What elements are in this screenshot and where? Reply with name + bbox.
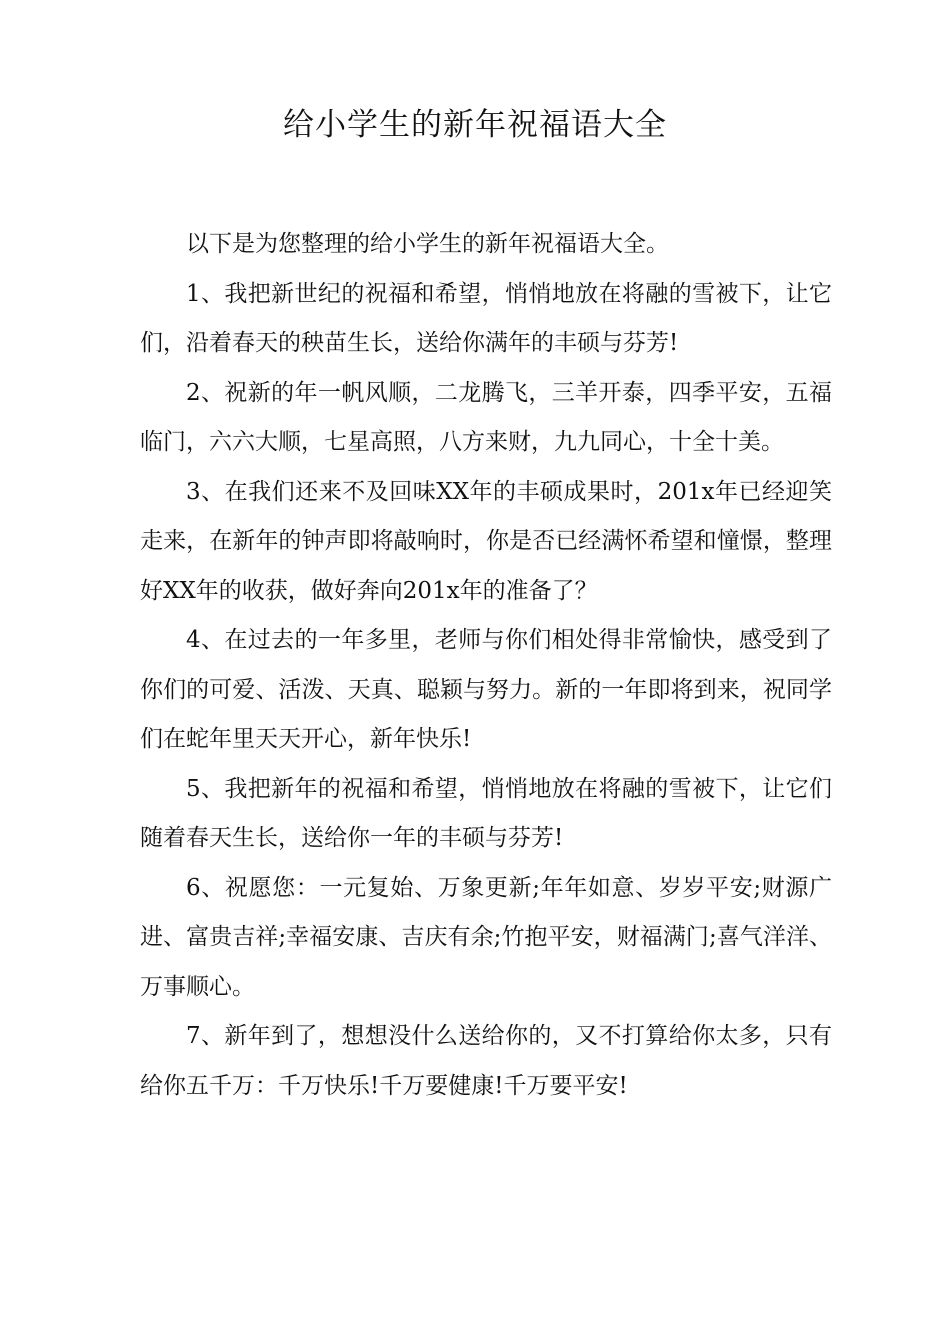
document-body xyxy=(140,220,832,1111)
blessing-paragraph-6: 6、祝愿您：一元复始、万象更新;年年如意、岁岁平安;财源广进、富贵吉祥;幸福安康、吉庆有余;竹抱平安，财福满门;喜气洋洋、万事顺心。 xyxy=(140,874,832,1000)
blessing-paragraph-4: 4、在过去的一年多里，老师与你们相处得非常愉快，感受到了你们的可爱、活泼、天真、聪颖与努力。新的一年即将到来，祝同学们在蛇年里天天开心，新年快乐! xyxy=(140,627,832,752)
blessing-paragraph-2: 2、祝新的年一帆风顺，二龙腾飞，三羊开泰，四季平安，五福临门，六六大顺，七星高照，八方来财，九九同心，十全十美。 xyxy=(140,379,832,455)
blessing-paragraph-1: 1、我把新世纪的祝福和希望，悄悄地放在将融的雪被下，让它们，沿着春天的秧苗生长，送给你满年的丰硕与芬芳! xyxy=(140,280,832,356)
document-title: 给小学生的新年祝福语大全 xyxy=(283,107,667,143)
intro-paragraph: 以下是为您整理的给小学生的新年祝福语大全。 xyxy=(186,231,669,257)
blessing-paragraph-3: 3、在我们还来不及回味XX年的丰硕成果时，201x年已经迎笑走来，在新年的钟声即将敲响时，你是否已经满怀希望和憧憬，整理好XX年的收获，做好奔向201x年的准备了？ xyxy=(140,478,832,604)
blessing-paragraph-5: 5、我把新年的祝福和希望，悄悄地放在将融的雪被下，让它们随着春天生长，送给你一年的丰硕与芬芳! xyxy=(140,775,832,851)
blessing-paragraph-7: 7、新年到了，想想没什么送给你的，又不打算给你太多，只有给你五千万：千万快乐!千万要健康!千万要平安! xyxy=(140,1023,832,1099)
